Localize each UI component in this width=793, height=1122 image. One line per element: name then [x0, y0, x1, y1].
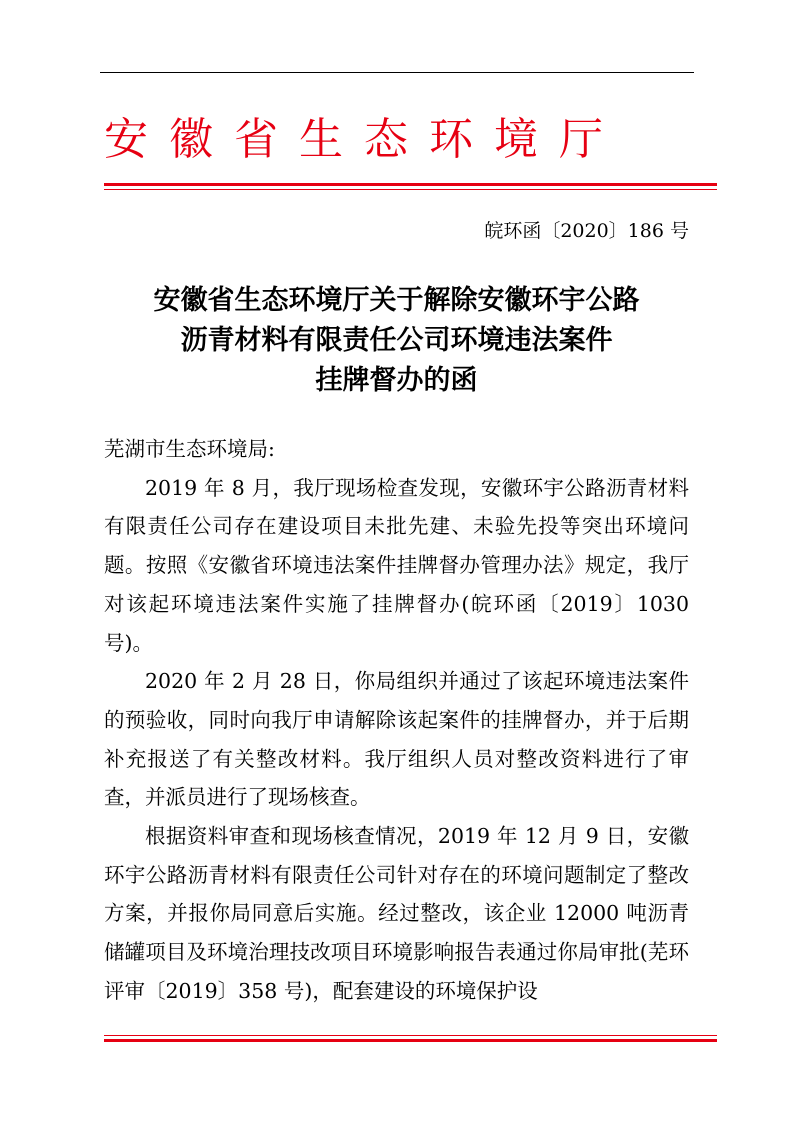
paragraph-2: 2020 年 2 月 28 日，你局组织并通过了该起环境违法案件的预验收，同时向我厅申请解除该起案件的挂牌督办，并于后期补充报送了有关整改材料。我厅组织人员对整改资料进行了审查，并派员进行了现场核查。: [104, 669, 689, 810]
issuing-authority-header: 安徽省生态环境厅: [104, 114, 624, 165]
title-line-3: 挂牌督办的函: [315, 365, 478, 396]
top-rule: [100, 72, 694, 73]
title-line-1: 安徽省生态环境厅关于解除安徽环宇公路: [153, 285, 640, 316]
paragraph-1: 2019 年 8 月，我厅现场检查发现，安徽环宇公路沥青材料有限责任公司存在建设项目未批先建、未验先投等突出环境问题。按照《安徽省环境违法案件挂牌督办管理办法》规定，我厅对该起环境违法案件实施了挂牌督办(皖环函〔2019〕1030 号)。: [104, 475, 689, 655]
document-number: 皖环函〔2020〕186 号: [484, 220, 689, 242]
header-red-rule-thick: [104, 183, 717, 186]
footer-red-rule-thick: [104, 1039, 717, 1042]
document-title: [0, 281, 793, 401]
salutation: 芜湖市生态环境局:: [104, 437, 275, 461]
document-body: [104, 430, 689, 1011]
title-line-2: 沥青材料有限责任公司环境违法案件: [180, 325, 613, 356]
paragraph-3: 根据资料审查和现场核查情况，2019 年 12 月 9 日，安徽环宇公路沥青材料有限责任公司针对存在的环境问题制定了整改方案，并报你局同意后实施。经过整改，该企业 12000 吨沥青储罐项目及环境治理技改项目环境影响报告表通过你局审批(芜环评审〔2019〕358 号)，配套建设的环境保护设: [104, 824, 689, 1003]
header-red-rule-thin: [104, 189, 717, 190]
footer-red-rule-thin: [104, 1035, 717, 1036]
